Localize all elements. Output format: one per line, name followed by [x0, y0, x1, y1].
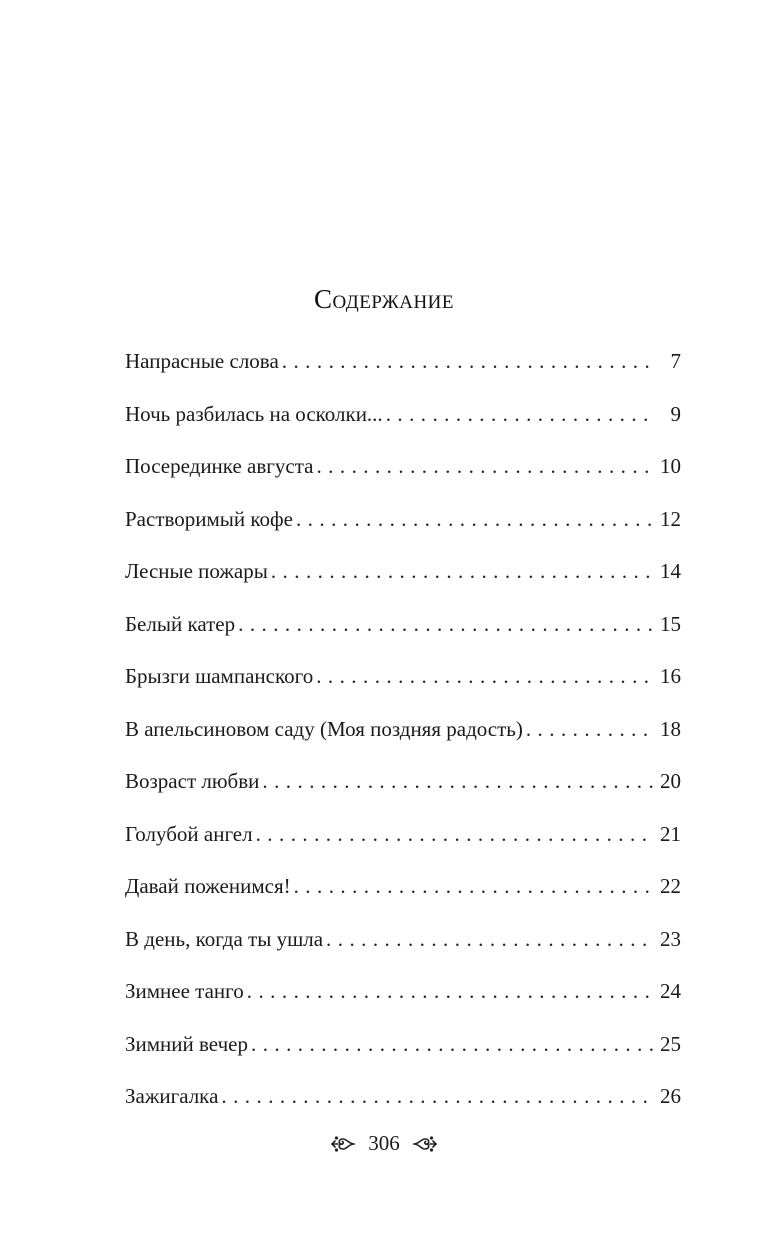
- toc-entry: [125, 609, 681, 662]
- dot-leader: [326, 924, 653, 954]
- entry-title: Напрасные слова: [125, 349, 279, 373]
- dot-leader: [526, 714, 653, 744]
- entry-page-number: 10: [660, 454, 681, 478]
- entry-page-number: 20: [660, 769, 681, 793]
- dot-leader: [221, 1081, 653, 1111]
- toc-entry: [125, 766, 681, 819]
- toc-entry: [125, 1081, 681, 1134]
- page-title: Содержание: [313, 284, 455, 314]
- entry-page-number: 16: [660, 664, 681, 688]
- entry-title: В апельсиновом саду (Моя поздняя радость): [125, 716, 523, 741]
- dot-leader: [271, 556, 653, 586]
- toc-entry: [125, 924, 681, 977]
- dot-leader: [296, 504, 653, 534]
- dot-leader: [316, 451, 653, 481]
- table-of-contents: [125, 346, 681, 1134]
- toc-entry: [125, 819, 681, 872]
- entry-title: Голубой ангел: [125, 821, 253, 846]
- entry-title: Растворимый кофе: [125, 506, 293, 531]
- toc-entry: [125, 504, 681, 557]
- dot-leader: [294, 871, 653, 901]
- dot-leader: [251, 1029, 653, 1059]
- toc-entry: [125, 871, 681, 924]
- entry-title: Зимний вечер: [125, 1031, 248, 1056]
- dot-leader: [247, 976, 653, 1006]
- page-number: 306: [368, 1131, 400, 1155]
- entry-title: Посерединке августа: [125, 454, 314, 478]
- entry-page-number: 12: [660, 506, 681, 531]
- entry-title: Лесные пожары: [125, 559, 268, 583]
- dot-leader: [262, 766, 653, 796]
- toc-entry: [125, 714, 681, 767]
- toc-entry: [125, 556, 681, 609]
- entry-page-number: 14: [660, 559, 681, 583]
- entry-title: Зимнее танго: [125, 979, 244, 1003]
- fleuron-left-icon: [330, 1133, 356, 1155]
- dot-leader: [256, 819, 653, 849]
- entry-page-number: 15: [660, 611, 681, 636]
- fleuron-right-icon: [412, 1133, 438, 1155]
- entry-page-number: 9: [670, 401, 681, 426]
- entry-title: Возраст любви: [125, 769, 260, 793]
- toc-entry: [125, 451, 681, 504]
- page-footer: [0, 1131, 768, 1156]
- entry-title: В день, когда ты ушла: [125, 926, 324, 951]
- entry-page-number: 21: [660, 821, 681, 846]
- entry-title: Давай поженимся!: [125, 874, 291, 898]
- entry-page-number: 7: [670, 349, 681, 373]
- entry-title: Ночь разбилась на осколки...: [125, 401, 383, 426]
- toc-entry: [125, 976, 681, 1029]
- toc-entry: [125, 1029, 681, 1082]
- dot-leader: [282, 346, 653, 376]
- dot-leader: [386, 399, 653, 429]
- entry-page-number: 22: [660, 874, 681, 898]
- toc-entry: [125, 399, 681, 452]
- entry-page-number: 18: [660, 716, 681, 741]
- toc-entry: [125, 346, 681, 399]
- entry-page-number: 23: [660, 926, 681, 951]
- entry-page-number: 25: [660, 1031, 681, 1056]
- entry-page-number: 26: [660, 1084, 681, 1108]
- entry-title: Зажигалка: [125, 1084, 219, 1108]
- entry-title: Брызги шампанского: [125, 664, 314, 688]
- dot-leader: [238, 609, 653, 639]
- entry-page-number: 24: [660, 979, 681, 1003]
- dot-leader: [316, 661, 653, 691]
- entry-title: Белый катер: [125, 611, 236, 636]
- toc-entry: [125, 661, 681, 714]
